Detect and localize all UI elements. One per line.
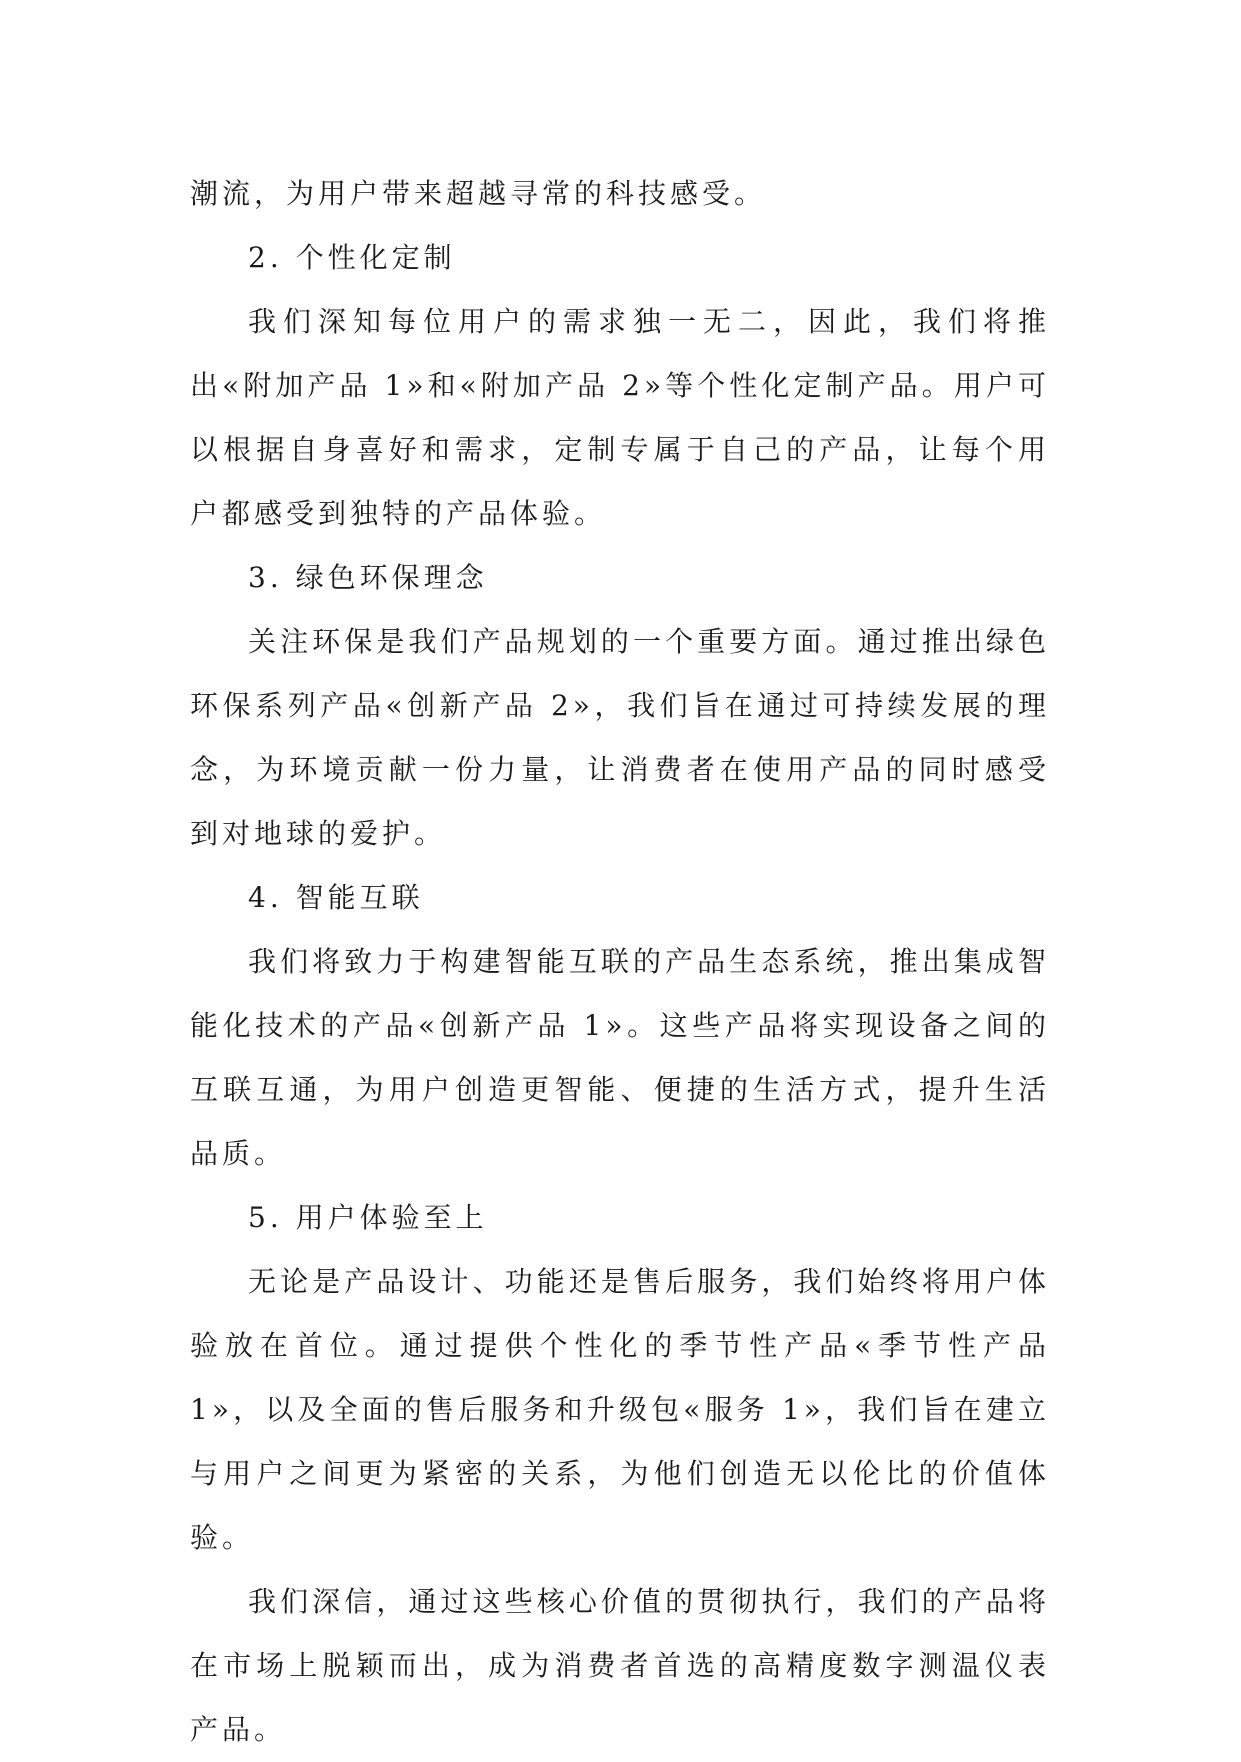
section-heading-ux: 5. 用户体验至上 bbox=[248, 1201, 488, 1234]
green-paragraph: 关注环保是我们产品规划的一个重要方面。通过推出绿色环保系列产品«创新产品 2»，我们旨在通过可持续发展的理念，为环境贡献一份力量，让消费者在使用产品的同时感受到对地球的爱护。 bbox=[190, 625, 1050, 850]
document-page bbox=[190, 162, 1050, 1762]
intro-tail-paragraph: 潮流，为用户带来超越寻常的科技感受。 bbox=[190, 177, 767, 210]
personalization-paragraph: 我们深知每位用户的需求独一无二，因此，我们将推出«附加产品 1»和«附加产品 2»等个性化定制产品。用户可以根据自身喜好和需求，定制专属于自己的产品，让每个用户都感受到独特的产品体验。 bbox=[190, 305, 1050, 530]
conclusion-paragraph: 我们深信，通过这些核心价值的贯彻执行，我们的产品将在市场上脱颖而出，成为消费者首选的高精度数字测温仪表产品。 bbox=[190, 1585, 1050, 1746]
section-heading-green: 3. 绿色环保理念 bbox=[248, 561, 488, 594]
smart-paragraph: 我们将致力于构建智能互联的产品生态系统，推出集成智能化技术的产品«创新产品 1»。这些产品将实现设备之间的互联互通，为用户创造更智能、便捷的生活方式，提升生活品质。 bbox=[190, 945, 1050, 1170]
ux-paragraph: 无论是产品设计、功能还是售后服务，我们始终将用户体验放在首位。通过提供个性化的季节性产品«季节性产品 1»，以及全面的售后服务和升级包«服务 1»，我们旨在建立与用户之间更为紧密的关系，为他们创造无以伦比的价值体验。 bbox=[190, 1265, 1050, 1554]
section-heading-personalization: 2. 个性化定制 bbox=[248, 241, 456, 274]
section-heading-smart: 4. 智能互联 bbox=[248, 881, 424, 914]
